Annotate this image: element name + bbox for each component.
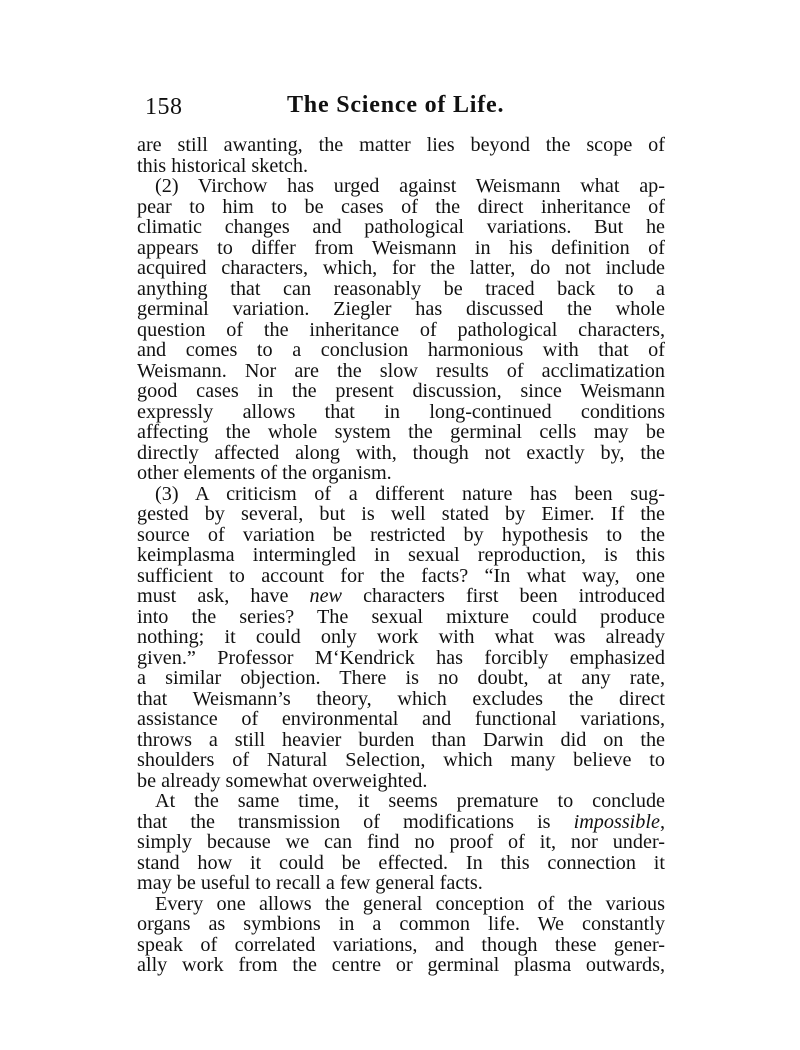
text-line: affecting the whole system the germinal cells may be	[137, 421, 665, 443]
body-text	[137, 135, 665, 976]
paragraph	[137, 894, 665, 976]
text-line: nothing; it could only work with what was already	[137, 626, 665, 648]
paragraph	[137, 176, 665, 484]
text-line: anything that can reasonably be traced back to a	[137, 277, 665, 300]
text-line: speak of correlated variations, and though these gener-	[137, 933, 665, 956]
text-line: expressly allows that in long-continued conditions	[137, 400, 665, 423]
text-line: into the series? The sexual mixture could produce	[137, 605, 665, 628]
text-line: keimplasma intermingled in sexual reproduction, is this	[137, 544, 665, 566]
text-line: are still awanting, the matter lies beyond the scope of	[137, 134, 665, 156]
text-line: this historical sketch.	[137, 154, 309, 177]
text-line: other elements of the organism.	[137, 462, 392, 484]
text-line: organs as symbions in a common life. We constantly	[137, 913, 665, 935]
running-title: The Science of Life.	[287, 92, 505, 118]
text-line: shoulders of Natural Selection, which many believe to	[137, 749, 665, 771]
text-line: Every one allows the general conception of the various	[155, 892, 665, 915]
text-line: pear to him to be cases of the direct inheritance of	[137, 195, 665, 218]
text-line: assistance of environmental and functional variations,	[137, 708, 665, 730]
text-line: ally work from the centre or germinal plasma outwards,	[137, 954, 665, 976]
text-line: may be useful to recall a few general facts.	[137, 872, 483, 894]
text-line: throws a still heavier burden than Darwin did on the	[137, 728, 665, 751]
text-line: given.” Professor M‘Kendrick has forcibly emphasized	[137, 646, 665, 669]
text-line: (3) A criticism of a different nature has been sug-	[155, 482, 665, 505]
page-number: 158	[145, 94, 183, 120]
text-line: directly affected along with, though not exactly by, the	[137, 441, 665, 464]
text-line: appears to differ from Weismann in his definition of	[137, 236, 665, 259]
text-line: acquired characters, which, for the latter, do not include	[137, 257, 665, 279]
text-line: gested by several, but is well stated by Eimer. If the	[137, 503, 665, 525]
text-line: At the same time, it seems premature to conclude	[155, 790, 665, 812]
text-line: that the transmission of modifications is impossible,	[137, 810, 665, 833]
text-line: a similar objection. There is no doubt, at any rate,	[137, 667, 665, 689]
text-line: and comes to a conclusion harmonious with that of	[137, 339, 665, 361]
text-line: stand how it could be effected. In this connection it	[137, 851, 665, 874]
text-line: that Weismann’s theory, which excludes the direct	[137, 687, 665, 710]
text-line: question of the inheritance of pathological characters,	[137, 318, 665, 341]
paragraph	[137, 484, 665, 792]
text-line: sufficient to account for the facts? “In what way, one	[137, 564, 665, 587]
page-header	[137, 94, 665, 128]
text-line: be already somewhat overweighted.	[137, 769, 428, 792]
text-line: source of variation be restricted by hypothesis to the	[137, 523, 665, 546]
paragraph	[137, 791, 665, 894]
text-line: climatic changes and pathological variations. But he	[137, 216, 665, 238]
text-line: must ask, have new characters first been introduced	[137, 585, 666, 607]
text-line: good cases in the present discussion, since Weismann	[137, 380, 665, 402]
text-line: simply because we can find no proof of it, nor under-	[137, 831, 665, 853]
paragraph	[137, 135, 665, 176]
text-line: germinal variation. Ziegler has discussed the whole	[137, 298, 665, 320]
text-line: Weismann. Nor are the slow results of acclimatization	[137, 359, 665, 382]
text-line: (2) Virchow has urged against Weismann what ap-	[155, 175, 665, 197]
